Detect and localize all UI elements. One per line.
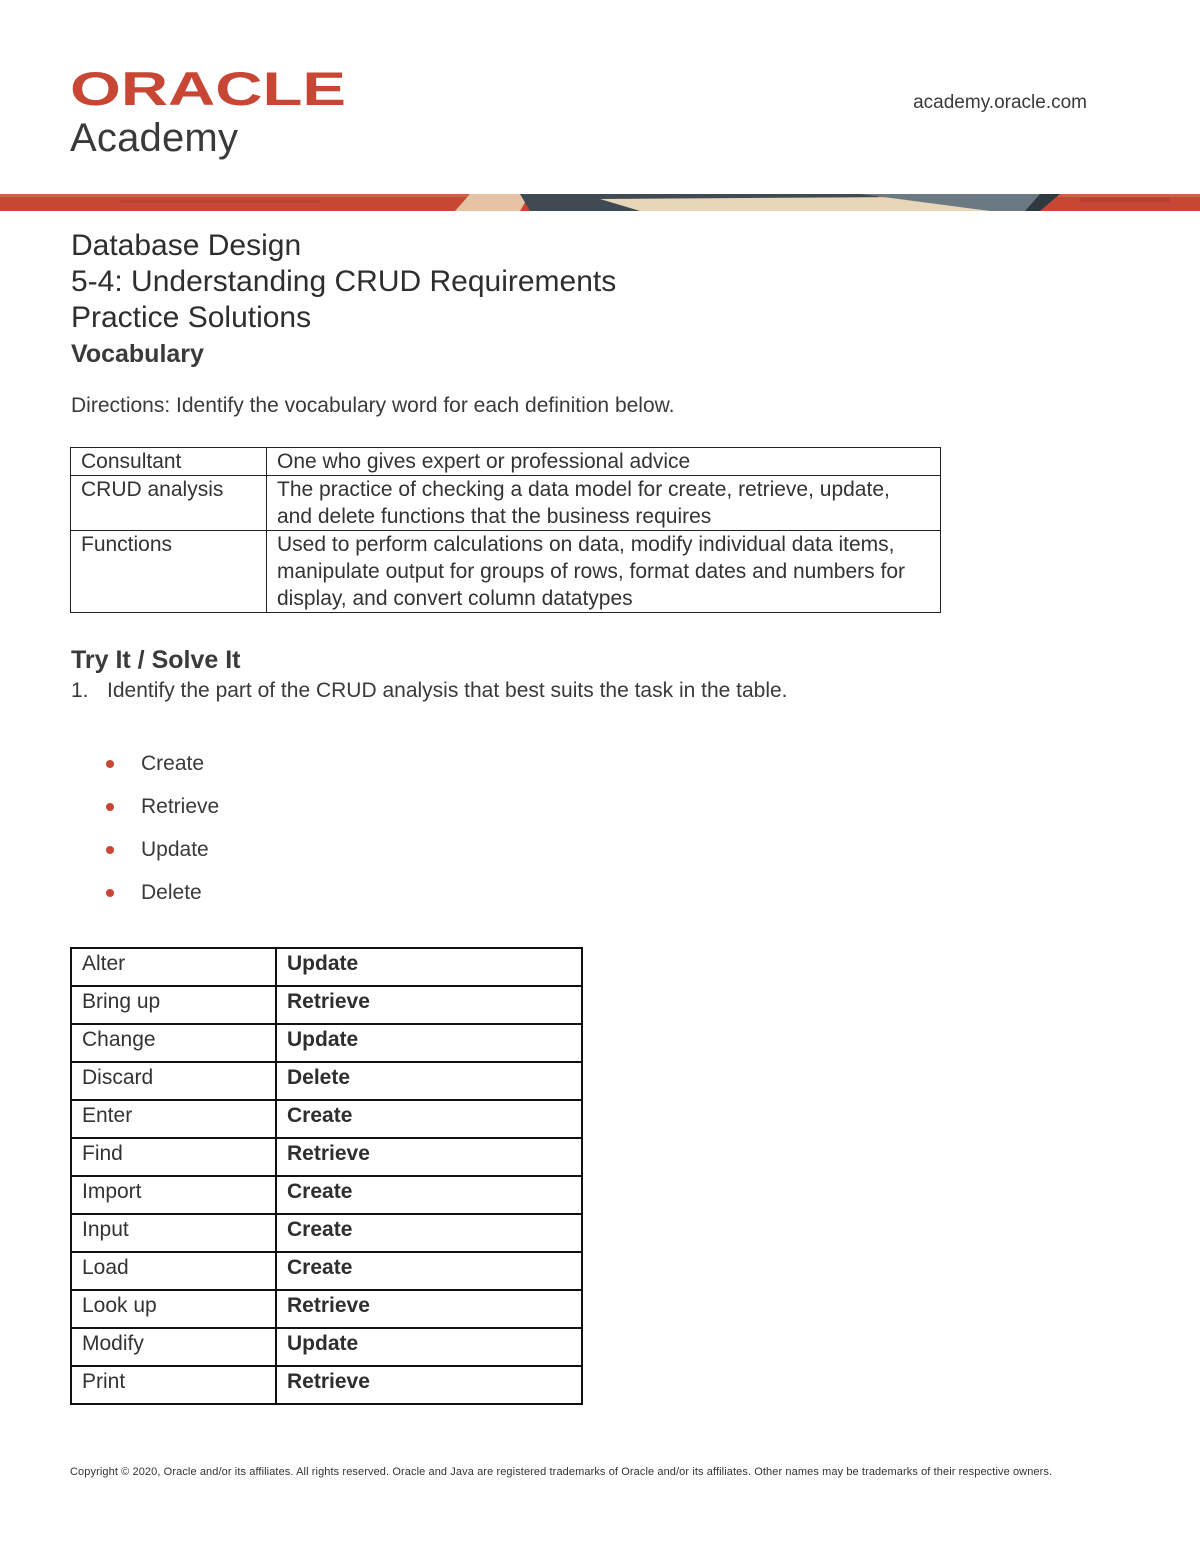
answer-cell: Update bbox=[276, 948, 582, 986]
answer-cell: Create bbox=[276, 1100, 582, 1138]
task-cell: Enter bbox=[71, 1100, 276, 1138]
task-cell: Alter bbox=[71, 948, 276, 986]
table-row bbox=[71, 986, 582, 1024]
exercise-instruction bbox=[71, 679, 788, 703]
list-item bbox=[106, 877, 219, 920]
table-row bbox=[71, 948, 582, 986]
task-cell: Find bbox=[71, 1138, 276, 1176]
answer-cell: Retrieve bbox=[276, 1290, 582, 1328]
answer-cell: Retrieve bbox=[276, 986, 582, 1024]
directions-text: Directions: Identify the vocabulary word for each definition below. bbox=[71, 394, 675, 417]
table-row bbox=[71, 1062, 582, 1100]
answer-cell: Retrieve bbox=[276, 1138, 582, 1176]
table-row bbox=[71, 1252, 582, 1290]
task-cell: Discard bbox=[71, 1062, 276, 1100]
task-cell: Load bbox=[71, 1252, 276, 1290]
vocab-definition: Used to perform calculations on data, modify individual data items, manipulate output for groups of rows, format dates and numbers for display, and convert column datatypes bbox=[267, 531, 941, 613]
bullet-icon bbox=[106, 803, 114, 811]
vocabulary-heading: Vocabulary bbox=[71, 340, 204, 368]
task-cell: Import bbox=[71, 1176, 276, 1214]
copyright-notice: Copyright © 2020, Oracle and/or its affiliates. All rights reserved. Oracle and Java are registered trademarks of Oracle and/or its affiliates. Other names may be trademarks of their respective owners. bbox=[70, 1466, 1053, 1478]
site-url[interactable]: academy.oracle.com bbox=[913, 92, 1087, 113]
answer-cell: Create bbox=[276, 1252, 582, 1290]
option-label: Delete bbox=[141, 881, 202, 904]
option-label: Retrieve bbox=[141, 795, 220, 818]
vocab-definition: One who gives expert or professional advice bbox=[267, 448, 941, 476]
option-label: Update bbox=[141, 838, 209, 861]
answer-cell: Update bbox=[276, 1024, 582, 1062]
table-row bbox=[71, 1328, 582, 1366]
task-table bbox=[70, 947, 583, 1405]
task-cell: Modify bbox=[71, 1328, 276, 1366]
vocab-term: Functions bbox=[71, 531, 267, 613]
table-row bbox=[71, 1100, 582, 1138]
lesson-title: 5-4: Understanding CRUD Requirements bbox=[71, 265, 617, 298]
svg-text:ORACLE: ORACLE bbox=[70, 70, 346, 108]
list-item bbox=[106, 748, 219, 791]
answer-cell: Delete bbox=[276, 1062, 582, 1100]
title-block bbox=[71, 228, 616, 369]
table-row bbox=[71, 531, 941, 613]
oracle-logo bbox=[70, 70, 348, 108]
task-cell: Input bbox=[71, 1214, 276, 1252]
list-item bbox=[106, 834, 219, 877]
option-label: Create bbox=[141, 752, 205, 775]
table-row bbox=[71, 1176, 582, 1214]
crud-options-list bbox=[106, 748, 219, 920]
answer-cell: Update bbox=[276, 1328, 582, 1366]
vocab-term: Consultant bbox=[71, 448, 267, 476]
table-row bbox=[71, 476, 941, 531]
decorative-banner bbox=[0, 194, 1200, 211]
answer-cell: Create bbox=[276, 1214, 582, 1252]
table-row bbox=[71, 1138, 582, 1176]
answer-cell: Create bbox=[276, 1176, 582, 1214]
table-row bbox=[71, 1290, 582, 1328]
task-cell: Look up bbox=[71, 1290, 276, 1328]
academy-wordmark: Academy bbox=[70, 116, 239, 160]
answer-cell: Retrieve bbox=[276, 1366, 582, 1404]
try-it-heading: Try It / Solve It bbox=[71, 646, 241, 674]
bullet-icon bbox=[106, 760, 114, 768]
table-row bbox=[71, 448, 941, 476]
list-item bbox=[106, 791, 219, 834]
course-title: Database Design bbox=[71, 229, 302, 262]
task-cell: Bring up bbox=[71, 986, 276, 1024]
vocab-term: CRUD analysis bbox=[71, 476, 267, 531]
page-subtitle: Practice Solutions bbox=[71, 301, 312, 334]
vocabulary-table bbox=[70, 447, 941, 613]
bullet-icon bbox=[106, 889, 114, 897]
vocab-definition: The practice of checking a data model for create, retrieve, update, and delete functions that the business requires bbox=[267, 476, 941, 531]
bullet-icon bbox=[106, 846, 114, 854]
task-cell: Print bbox=[71, 1366, 276, 1404]
task-cell: Change bbox=[71, 1024, 276, 1062]
table-row bbox=[71, 1214, 582, 1252]
exercise-text: Identify the part of the CRUD analysis that best suits the task in the table. bbox=[107, 679, 788, 702]
table-row bbox=[71, 1024, 582, 1062]
exercise-number: 1. bbox=[71, 679, 89, 702]
table-row bbox=[71, 1366, 582, 1404]
